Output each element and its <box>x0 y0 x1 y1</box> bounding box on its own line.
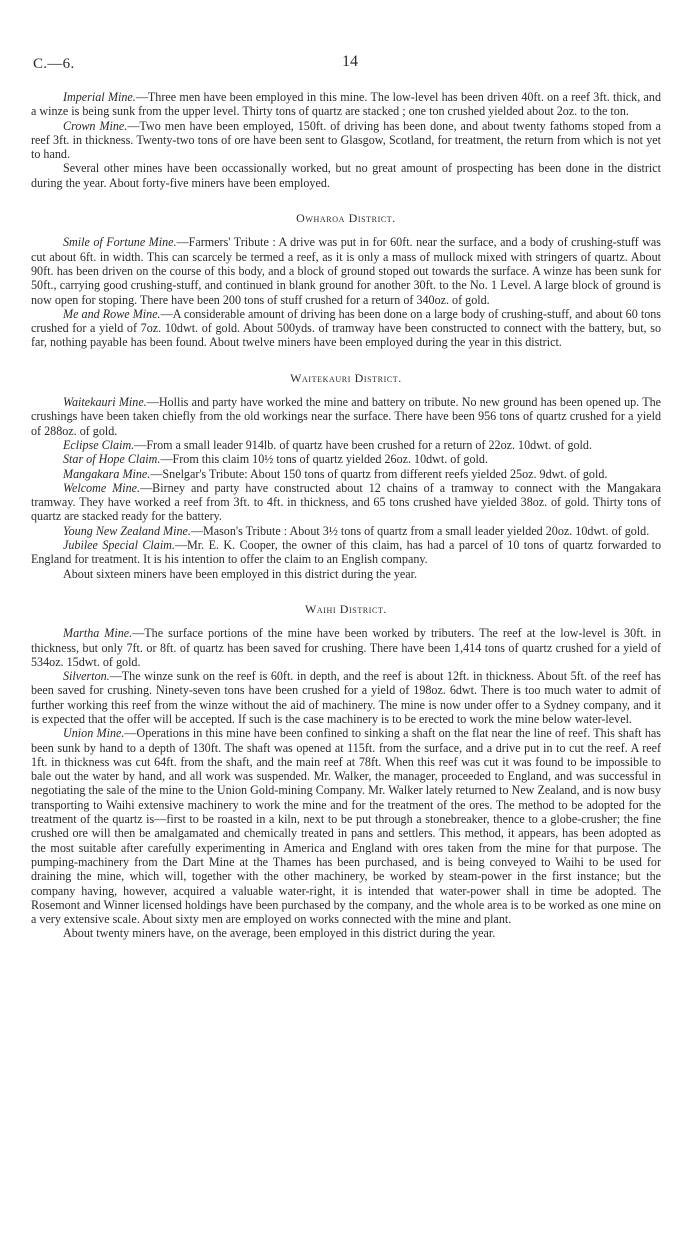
paragraph <box>31 481 661 524</box>
paragraph <box>31 467 661 481</box>
paragraph <box>31 235 661 306</box>
mine-name: Star of Hope Claim. <box>63 452 161 467</box>
paragraph-text: About twenty miners have, on the average, been employed in this district during the year. <box>63 926 496 941</box>
paragraph-text: —Three men have been employed in this mine. The low-level has been driven 40ft. on a reef 3ft. thick, and a winze is being sunk from the upper level. Thirty tons of quartz are stacked ; one ton crushed yielded about 2oz. to the ton. <box>31 90 661 119</box>
paragraph <box>31 626 661 669</box>
paragraph-text: —Mr. E. K. Cooper, the owner of this claim, has had a parcel of 10 tons of quartz forwarded to England for treatment. It is his intention to offer the claim to an English company. <box>31 538 661 567</box>
paragraph-text: About sixteen miners have been employed in this district during the year. <box>63 566 417 581</box>
mine-name: Welcome Mine. <box>63 480 141 495</box>
paragraph-text: —Hollis and party have worked the mine and battery on tribute. No new ground has been opened up. The crushings have been taken chiefly from the old workings near the surface. There have been 956 tons of quartz crushed for a yield of 288oz. of gold. <box>31 395 662 438</box>
paragraph-text: —Snelgar's Tribute: About 150 tons of quartz from different reefs yielded 25oz. 9dwt. of gold. <box>150 466 608 481</box>
section-owharoa-district <box>31 211 661 350</box>
mine-name: Eclipse Claim. <box>63 437 135 452</box>
report-code: C.—6. <box>33 56 75 72</box>
paragraph <box>31 119 661 162</box>
paragraph-text: Several other mines have been occassionally worked, but no great amount of prospecting has been done in the district during the year. About forty-five miners have been employed. <box>31 161 661 190</box>
paragraph <box>31 726 661 926</box>
paragraph-text: —Farmers' Tribute : A drive was put in for 60ft. near the surface, and a body of crushing-stuff was cut about 6ft. in width. This can scarcely be termed a reef, as it is only a mass of mullock mixed with stringers of quartz. About 90ft. has been driven on the course of this body, and a block of ground stoped out towards the surface. A winze has been sunk for 50ft., carrying good crushing-stuff, and continued in blank ground for another 30ft. to the No. 1 Level. A large block of ground is now open for stoping. There have been 200 tons of stuff crushed for a return of 340oz. of gold. <box>31 235 662 307</box>
mine-name: Mangakara Mine. <box>63 466 151 481</box>
paragraph <box>31 567 661 581</box>
paragraph <box>31 524 661 538</box>
paragraph <box>31 669 661 726</box>
mine-name: Imperial Mine. <box>63 90 136 104</box>
paragraph <box>31 307 661 350</box>
mine-name: Jubilee Special Claim. <box>63 538 175 553</box>
paragraph-text: —A considerable amount of driving has been done on a large body of crushing-stuff, and about 60 tons crushed for a yield of 7oz. 10dwt. of gold. About 500yds. of tramway have been constructed to connect with the battery, but, so far, nothing payable has been found. About twelve miners have been employed during the year in this district. <box>31 306 661 350</box>
section-heading: Owharoa District. <box>296 211 396 226</box>
paragraph <box>31 438 661 452</box>
paragraph-text: —The surface portions of the mine have been worked by tributers. The reef at the low-level is 30ft. in thickness, but only 7ft. or 8ft. of quartz has been saved for crushing. There have been 1,414 tons of quartz crushed for a yield of 534oz. 15dwt. of gold. <box>31 626 661 669</box>
paragraph <box>31 161 661 190</box>
paragraph <box>31 395 661 438</box>
paragraph <box>31 926 661 940</box>
mine-name: Crown Mine. <box>63 118 128 133</box>
mine-name: Silverton. <box>63 669 110 684</box>
mine-name: Me and Rowe Mine. <box>63 306 161 321</box>
mine-name: Waitekauri Mine. <box>63 395 147 410</box>
section-waihi-district <box>31 602 661 941</box>
section-heading: Waihi District. <box>304 601 388 616</box>
page-number: 14 <box>342 53 358 70</box>
paragraph-text: —Two men have been employed, 150ft. of driving has been done, and about twenty fathoms stoped from a reef 3ft. in thickness. Twenty-two tons of ore have been sent to Glasgow, Scotland, for treatment, the return from which is not yet to hand. <box>31 118 661 162</box>
section-waitekauri-district <box>31 371 661 581</box>
paragraph-text: —From this claim 10½ tons of quartz yielded 26oz. 10dwt. of gold. <box>160 452 488 467</box>
paragraph-text: —Birney and party have constructed about 12 chains of a tramway to connect with the Mangakara tramway. They have worked a reef from 3ft. to 4ft. in thickness, and 65 tons crushed have yielded 38oz. of gold. Thirty tons of quartz are stacked ready for the battery. <box>31 480 661 524</box>
mine-name: Young New Zealand Mine. <box>63 523 191 538</box>
paragraph-text: —From a small leader 914lb. of quartz have been crushed for a return of 22oz. 10dwt. of gold. <box>134 437 592 452</box>
paragraph <box>31 538 661 567</box>
paragraph-text: —Mason's Tribute : About 3½ tons of quartz from a small leader yielded 20oz. 10dwt. of gold. <box>190 523 650 538</box>
mine-name: Union Mine. <box>63 726 125 741</box>
paragraph-text: —Operations in this mine have been confined to sinking a shaft on the flat near the line of reef. This shaft has been sunk by hand to a depth of 130ft. The shaft was opened at 115ft. from the surface, and a drive put in to cut the reef. A reef 1ft. in thickness was cut 64ft. from the shaft, and the main reef at 78ft. When this reef was cut it was found to be impossible to bale out the water by hand, and all work was suspended. Mr. Walker, the manager, proceeded to England, and was successful in negotiating the sale of the mine to the Union Gold-mining Company. Mr. Walker lately returned to New Zealand, and is now busy transporting to Waihi extensive machinery to work the mine and for the treatment of the ores. The method to be adopted for the treatment of the quartz is—first to be roasted in a kiln, next to be put through a stonebreaker, thence to a globe-crusher; the fine crushed ore will then be amalgamated and chemically treated in pans and settlers. This method, it appears, has been adopted as the most suitable after carefully experimenting in America and England with ores taken from the mine for that purpose. The pumping-machinery from the Dart Mine at the Thames has been purchased, and is being conveyed to Waihi to be used for draining the mine, which will, together with the other machinery, be worked by steam-power in the first instance; but the company having, however, acquired a valuable water-right, it is intended that water-power shall in time be adopted. The Rosemont and Winner licensed holdings have been purchased by the company, and the whole area is to be worked as one mine on a very extensive scale. About sixty men are employed on works connected with the mine and plant. <box>31 726 661 927</box>
paragraph-text: —The winze sunk on the reef is 60ft. in depth, and the reef is about 12ft. in thickness. About 5ft. of the reef has been saved for crushing. Ninety-seven tons have been crushed for a yield of 198oz. 6dwt. There is too much water to admit of further working this reef from the winze without the aid of machinery. The mine is now under offer to a Sydney company, and it is expected that the offer will be accepted. If such is the case machinery is to be erected to work the mine below water-level. <box>31 669 661 726</box>
section-heading: Waitekauri District. <box>290 370 402 385</box>
mine-name: Smile of Fortune Mine. <box>63 235 177 250</box>
paragraph <box>31 452 661 466</box>
mine-name: Martha Mine. <box>63 626 133 641</box>
section-continuation <box>31 90 661 190</box>
report-body <box>31 90 661 941</box>
paragraph <box>31 90 661 119</box>
